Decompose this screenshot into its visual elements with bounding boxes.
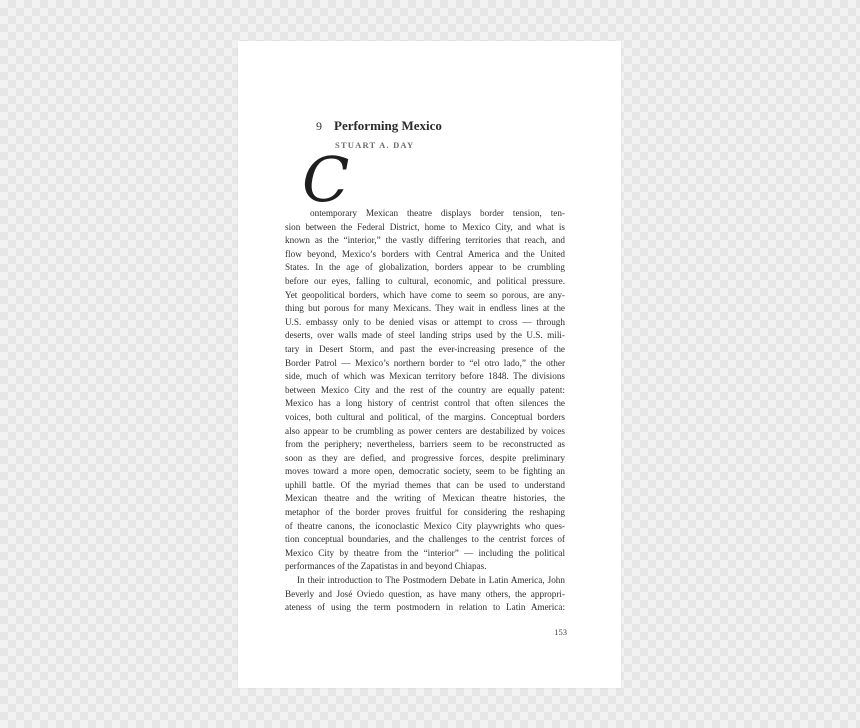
- text-line: Yet geopolitical borders, which have come to seem so porous, are any-: [285, 289, 565, 300]
- text-line: Mexico has a long history of centrist control that often silences the: [285, 398, 565, 409]
- chapter-heading: [316, 117, 442, 135]
- text-line: known as the “interior,” the vastly differing territories that reach, and: [285, 235, 565, 246]
- text-line: sion between the Federal District, home to Mexico City, and what is: [285, 221, 565, 232]
- text-line: between Mexico City and the rest of the country are equally patent:: [285, 384, 565, 395]
- text-line: also appear to be crumbling as power centers are destabilized by voices: [285, 425, 565, 436]
- text-line: thing but porous for many Mexicans. They wait in endless lines at the: [285, 303, 565, 314]
- text-line: metaphor of the border proves fruitful for considering the reshaping: [285, 507, 565, 518]
- text-line: ateness of using the term postmodern in relation to Latin America:: [285, 602, 565, 613]
- text-line: soon as they are defied, and progressive forces, despite preliminary: [285, 452, 565, 463]
- text-line: of theatre canons, the iconoclastic Mexico City playwrights who ques-: [285, 520, 565, 531]
- text-line: before our eyes, falling to cultural, economic, and political pressure.: [285, 275, 565, 286]
- text-line: U.S. embassy only to be denied visas or attempt to cross — through: [285, 316, 565, 327]
- text-line: voices, both cultural and political, of the margins. Conceptual borders: [285, 411, 565, 422]
- text-line: uphill battle. Of the myriad themes that can be used to understand: [285, 479, 565, 490]
- drop-cap: C: [302, 143, 350, 216]
- page-number: 153: [554, 627, 567, 637]
- text-line: from the periphery; nevertheless, barriers seem to be reconstructed as: [285, 439, 565, 450]
- text-line: tion conceptual boundaries, and the challenges to the centrist forces of: [285, 534, 565, 545]
- text-line: Border Patrol — Mexico’s northern border to “el otro lado,” the other: [285, 357, 565, 368]
- text-line: moves toward a more open, democratic society, seem to be fighting an: [285, 466, 565, 477]
- chapter-title: Performing Mexico: [334, 118, 442, 133]
- text-line: performances of the Zapatistas in and beyond Chiapas.: [285, 561, 487, 572]
- chapter-number: 9: [316, 119, 322, 133]
- text-line: States. In the age of globalization, borders appear to be crumbling: [285, 262, 565, 273]
- body-text: [285, 207, 565, 615]
- chapter-author: STUART A. DAY: [335, 140, 415, 150]
- document-page: [238, 41, 621, 688]
- text-line: In their introduction to The Postmodern Debate in Latin America, John: [297, 575, 565, 586]
- text-line: flow beyond, Mexico’s borders with Central America and the United: [285, 248, 565, 259]
- text-line: Mexico City by theatre from the “interior” — including the political: [285, 547, 565, 558]
- text-line: side, much of which was Mexican territory before 1848. The divisions: [285, 371, 565, 382]
- text-line: Mexican theatre and the writing of Mexican theatre histories, the: [285, 493, 565, 504]
- text-line: Beverly and José Oviedo question, as have many others, the appropri-: [285, 588, 565, 599]
- text-line: tary in Desert Storm, and past the ever-increasing presence of the: [285, 343, 565, 354]
- text-line: deserts, over walls made of steel landing strips used by the U.S. mili-: [285, 330, 565, 341]
- text-line: ontemporary Mexican theatre displays border tension, ten-: [310, 208, 565, 218]
